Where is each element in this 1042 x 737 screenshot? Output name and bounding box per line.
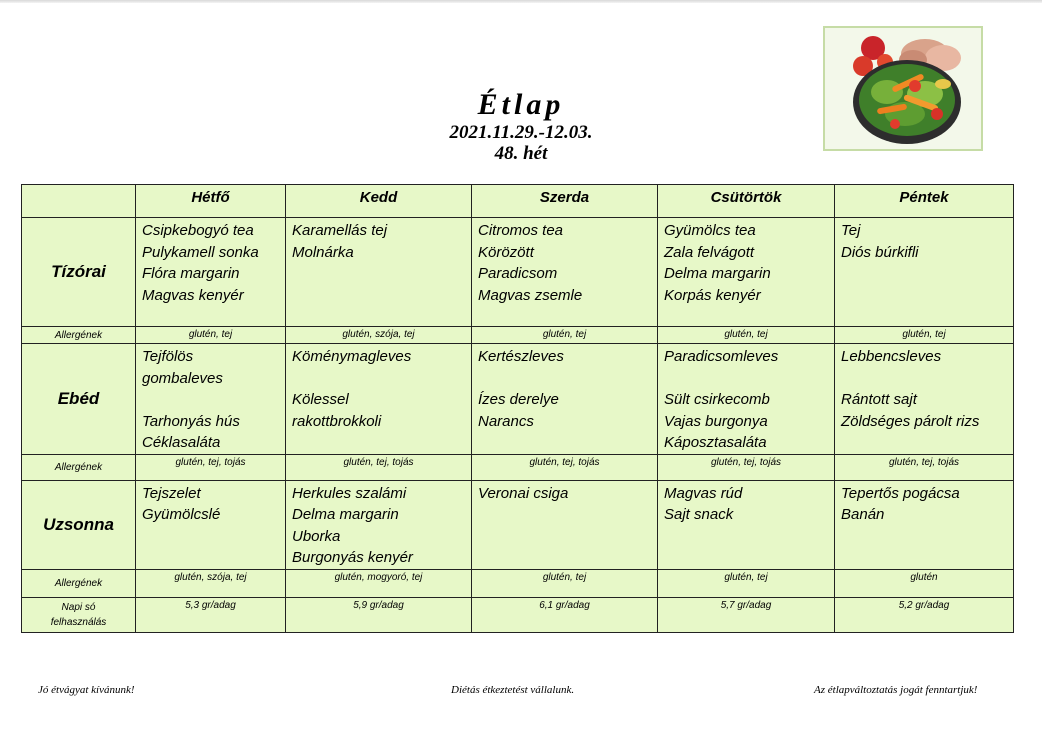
menu-item: Zöldséges párolt rizs — [841, 412, 980, 430]
footer-left: Jó étvágyat kívánunk! — [38, 684, 135, 696]
allergen-row — [22, 327, 1014, 344]
allergen-value: glutén, tej — [472, 569, 658, 597]
allergen-value: glutén, tej, tojás — [472, 454, 658, 480]
menu-cell — [136, 480, 286, 569]
menu-item: Burgonyás kenyér — [292, 549, 413, 566]
day-header: Kedd — [286, 185, 472, 218]
salt-label-line: Napi só — [61, 601, 96, 613]
menu-item: Magvas rúd — [664, 484, 743, 502]
salt-row — [22, 597, 1014, 632]
allergen-label: Allergének — [22, 327, 136, 344]
allergen-value: glutén, tej — [658, 569, 835, 597]
header — [380, 88, 662, 164]
day-header: Hétfő — [136, 185, 286, 218]
menu-item — [478, 368, 657, 390]
menu-item: Tejszelet — [142, 484, 201, 502]
menu-item: Karamellás tej — [292, 222, 388, 239]
meal-name: Uzsonna — [22, 480, 136, 569]
menu-item: Kölessel — [292, 391, 349, 408]
meal-row-tizorai — [22, 218, 1014, 327]
menu-item — [292, 368, 471, 390]
menu-item: Tepertős pogácsa — [841, 484, 960, 502]
menu-item: Magvas zsemle — [478, 286, 583, 304]
menu-item: Uborka — [292, 527, 341, 545]
menu-item: Delma margarin — [664, 265, 771, 282]
menu-item: Köménymagleves — [292, 348, 412, 365]
menu-item: Molnárka — [292, 243, 354, 261]
menu-item: Korpás kenyér — [664, 286, 761, 304]
allergen-row — [22, 569, 1014, 597]
menu-cell — [835, 344, 1014, 455]
menu-cell — [286, 344, 472, 455]
menu-item: rakottbrokkoli — [292, 412, 382, 430]
meal-name: Ebéd — [22, 344, 136, 455]
menu-item: Magvas kenyér — [142, 286, 244, 304]
menu-cell — [658, 218, 835, 327]
food-plate-illustration — [825, 28, 981, 149]
allergen-value: glutén, tej, tojás — [835, 454, 1014, 480]
menu-item: Veronai csiga — [478, 484, 569, 502]
menu-item: Paradicsom — [478, 265, 558, 282]
day-header-row — [22, 185, 1014, 218]
allergen-value: glutén, szója, tej — [136, 569, 286, 597]
menu-cell — [286, 480, 472, 569]
salt-value: 6,1 gr/adag — [472, 597, 658, 632]
allergen-value: glutén, tej — [136, 327, 286, 344]
allergen-value: glutén — [835, 569, 1014, 597]
week-number: 48. hét — [494, 143, 548, 164]
page-title: Étlap — [477, 88, 565, 121]
menu-item: Káposztasaláta — [664, 434, 767, 451]
menu-item: Diós búrkifli — [841, 243, 919, 261]
menu-cell — [472, 218, 658, 327]
menu-cell — [286, 218, 472, 327]
menu-item: Tarhonyás hús — [142, 412, 240, 430]
menu-cell — [835, 480, 1014, 569]
allergen-value: glutén, tej — [835, 327, 1014, 344]
menu-item: Gyümölcs tea — [664, 222, 756, 239]
allergen-value: glutén, tej, tojás — [136, 454, 286, 480]
allergen-label: Allergének — [22, 569, 136, 597]
menu-cell — [136, 344, 286, 455]
menu-item: gombaleves — [142, 369, 223, 387]
menu-item: Ízes derelye — [478, 391, 559, 408]
menu-cell — [472, 344, 658, 455]
menu-item: Rántott sajt — [841, 391, 917, 408]
meal-row-ebed — [22, 344, 1014, 455]
date-range: 2021.11.29.-12.03. — [449, 122, 593, 143]
menu-item: Tej — [841, 222, 861, 239]
day-header: Csütörtök — [658, 185, 835, 218]
menu-item: Paradicsomleves — [664, 348, 779, 365]
day-header: Szerda — [472, 185, 658, 218]
menu-cell — [472, 480, 658, 569]
menu-item — [664, 368, 834, 390]
menu-item: Zala felvágott — [664, 243, 755, 261]
corner-cell — [22, 185, 136, 218]
salt-value: 5,3 gr/adag — [136, 597, 286, 632]
allergen-value: glutén, mogyoró, tej — [286, 569, 472, 597]
menu-item: Lebbencsleves — [841, 348, 942, 365]
salt-value: 5,9 gr/adag — [286, 597, 472, 632]
menu-item: Körözött — [478, 243, 534, 261]
menu-item: Céklasaláta — [142, 434, 221, 451]
menu-item: Vajas burgonya — [664, 412, 768, 430]
weekly-menu-table — [21, 184, 1014, 633]
menu-item — [142, 389, 285, 411]
footer-right: Az étlapváltoztatás jogát fenntartjuk! — [814, 684, 978, 696]
salt-label-line: felhasználás — [50, 616, 107, 628]
menu-item: Narancs — [478, 412, 534, 430]
menu-item: Sült csirkecomb — [664, 391, 770, 408]
menu-item: Csipkebogyó tea — [142, 222, 254, 239]
salt-label — [22, 597, 136, 632]
menu-cell — [835, 218, 1014, 327]
menu-item: Kertészleves — [478, 348, 564, 365]
menu-cell — [658, 480, 835, 569]
allergen-value: glutén, tej — [472, 327, 658, 344]
top-divider — [0, 0, 1042, 3]
allergen-value: glutén, tej — [658, 327, 835, 344]
allergen-row — [22, 454, 1014, 480]
menu-item: Pulykamell sonka — [142, 243, 259, 261]
menu-cell — [658, 344, 835, 455]
menu-item: Tejfölös — [142, 348, 194, 365]
menu-item: Flóra margarin — [142, 265, 240, 282]
menu-item — [841, 368, 1013, 390]
allergen-value: glutén, tej, tojás — [286, 454, 472, 480]
menu-item: Banán — [841, 506, 885, 523]
allergen-value: glutén, szója, tej — [286, 327, 472, 344]
menu-item: Citromos tea — [478, 222, 564, 239]
menu-item: Delma margarin — [292, 506, 399, 523]
menu-cell — [136, 218, 286, 327]
salt-value: 5,7 gr/adag — [658, 597, 835, 632]
meal-name: Tízórai — [22, 218, 136, 327]
allergen-value: glutén, tej, tojás — [658, 454, 835, 480]
menu-item: Sajt snack — [664, 506, 734, 523]
salt-value: 5,2 gr/adag — [835, 597, 1014, 632]
food-photo — [823, 26, 983, 151]
menu-item: Herkules szalámi — [292, 484, 407, 502]
day-header: Péntek — [835, 185, 1014, 218]
footer-center: Diétás étkeztetést vállalunk. — [451, 684, 575, 696]
meal-row-uzsonna — [22, 480, 1014, 569]
menu-item: Gyümölcslé — [142, 506, 221, 523]
allergen-label: Allergének — [22, 454, 136, 480]
